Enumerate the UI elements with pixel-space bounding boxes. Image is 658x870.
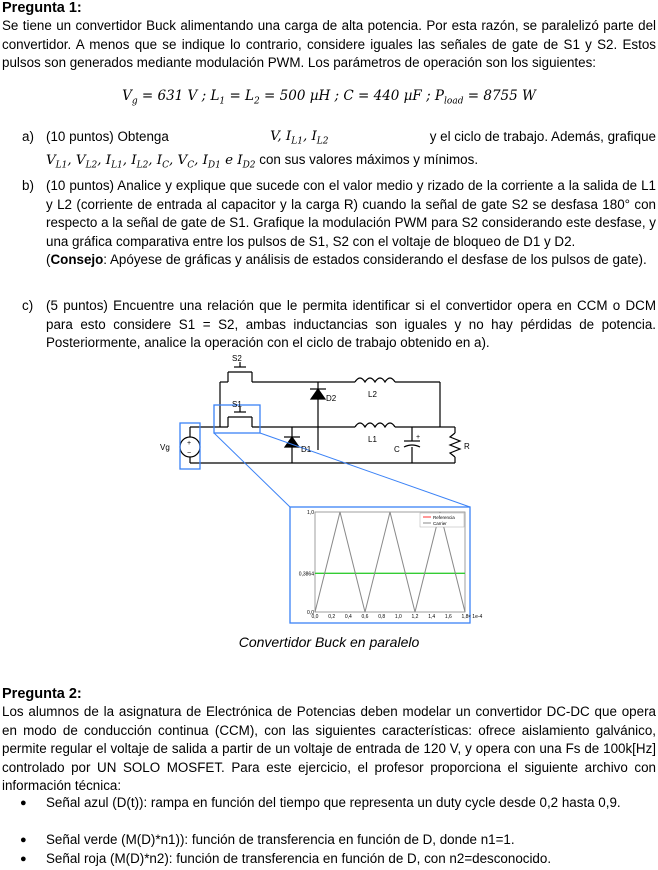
x-tick-label: 0,8 <box>378 614 386 620</box>
x-tick-label: 0,2 <box>328 614 336 620</box>
document-page: Pregunta 1: Se tiene un convertidor Buck alimentando una carga de alta potencia. Por esta razón, se paralelizó parte del convertidor. A menos que se indique lo contrario, considere iguales las señales de gate de S1 y S2. Estos pulsos son generados mediante modulación PWM. Los parámetros de operación son los siguientes: $V_g = 631$ V ; $L_1 = L_2 = 500$ µH ; C = 440 µF ; $P_{load} = 8755$ W a) (10 puntos) Obtenga V, $I_{L1}$, $I_{L2}$ y el ciclo de trabajo. Además, grafique $V_{L1}$, $V_{L2}$, $I_{L1}$, $I_{L2}$, $I_C$, $V_C$, $I_{D1}$ e $I_{D2}$ con sus valores máximos y mínimos. b) (10 puntos) Analice y explique que sucede con el valor medio y rizado de la corriente a la salida de L1 y L2 (corriente de entrada al capacitor y la carga R) cuando la señal de gate S2 se desfasa 180° con respecto a la señal de gate de S1. Grafique la modulación PWM para S2 considerando este desfase, y una gráfica comparativa entre los pulsos de S1, S2 con el voltaje de bloqueo de D1 y D2. (Consejo: Apóyese de gráficas y análisis de estados considerando el desfase de los pulsos de gate). c) (5 puntos) Encuentre una relación que le permita identificar si el convertidor opera en CCM o DCM para esto considere S1 = S2, ambas inductancias son iguales y no hay pérdidas de potencia. Posteriormente, analice la operación con el ciclo de trabajo obtenido en a). S2 S1 L2 L1 D2 D1 Vg C R + − + 1,0 0,3864 0,0 0,0 0,2 0,4 0,6 0,8 1,0 1,2 1,4 1,6 1,8 × 1e-4 Referencia Carrier Convertidor Buck en paralelo Pregunta 2: Los alumnos de la asignatura de Electrónica de Potencias deben modelar un convertidor DC-DC que opera en modo de conducción continua (CCM), con las siguientes características: ofrece aislamiento galvánico, permite regular el voltaje de salida a partir de un voltaje de entrada de 120 V, y opera con una Fs de 100k[Hz] controlado por UN SOLO MOSFET. Para este ejercicio, el profesor proporciona el siguiente archivo con información técnica: ● Señal azul (D(t)): rampa en función del tiempo que representa un duty cycle desde 0,2 hasta 0,9. ● Señal verde (M(D)*n1)): función de transferencia en función de D, donde n1=1. ● Señal roja (M(D)*n2): función de transferencia en función de D, con n2=desconocido. <box>0 0 658 870</box>
item-a-text-2: y el ciclo de trabajo. Además, grafique <box>429 129 656 144</box>
item-c-label: c) <box>22 298 34 313</box>
x-tick-label: 1,0 <box>394 614 402 620</box>
label-d1: D1 <box>301 445 312 454</box>
c-plus-sign: + <box>416 434 421 441</box>
item-a-text-3: con sus valores máximos y mínimos. <box>259 152 479 168</box>
item-c-text: (5 puntos) Encuentre una relación que le permita identificar si el convertidor opera en CCM o DCM para esto considere S1 = S2, ambas inductancias son iguales y no hay pérdidas de potencia. Posteriormente, analice la operación con el ciclo de trabajo obtenido en a). <box>46 298 656 350</box>
y-tick-label: 0,3864 <box>298 571 314 578</box>
question-2-title: Pregunta 2: <box>2 686 82 702</box>
label-vg: Vg <box>160 443 170 452</box>
item-b <box>2 177 656 297</box>
bullet-blue-signal: ● Señal azul (D(t)): rampa en función del tiempo que representa un duty cycle desde 0,2 hasta 0,9. <box>20 794 656 832</box>
item-c <box>2 297 656 357</box>
item-a-math-1: V, $I_{L1}$, $I_{L2}$ <box>270 129 329 147</box>
item-a-text-1: (10 puntos) Obtenga <box>46 129 169 144</box>
label-s2: S2 <box>232 355 242 363</box>
x-axis-exponent: × 1e-4 <box>468 614 483 620</box>
question-2-intro: Los alumnos de la asignatura de Electrónica de Potencias deben modelar un convertidor DC-DC que opera en modo de conducción continua (CCM), con las siguientes características: ofrece aislamiento galvánico, permite regular el voltaje de salida a partir de un voltaje de entrada de 120 V, y opera con una Fs de 100k[Hz] controlado por UN SOLO MOSFET. Para este ejercicio, el profesor proporciona el siguiente archivo con información técnica: <box>2 704 656 793</box>
bullet-dot: ● <box>20 853 27 865</box>
x-tick-label: 0,4 <box>344 614 352 620</box>
label-r: R <box>464 442 470 451</box>
question-1-title: Pregunta 1: <box>2 0 82 16</box>
buck-parallel-figure <box>150 355 510 627</box>
item-b-label: b) <box>22 178 34 193</box>
legend-carrier: Carrier <box>433 521 447 526</box>
bullet-dot: ● <box>20 834 27 846</box>
item-b-tip: (Consejo: Apóyese de gráficas y análisis de estados considerando el desfase de los pulsos de gate). <box>46 252 647 267</box>
x-tick-label: 0,6 <box>361 614 369 620</box>
item-a-math-2: $V_{L1}$, $V_{L2}$, $I_{L1}$, $I_{L2}$, $I_C$, $V_C$, $I_{D1}$ e $I_{D2}$ <box>46 153 256 171</box>
item-b-text: (10 puntos) Analice y explique que sucede con el valor medio y rizado de la corriente a la salida de L1 y L2 (corriente de entrada al capacitor y la carga R) cuando la señal de gate S2 se desfasa 180° con respecto a la señal de gate de S1. Grafique la modulación PWM para S2 considerando este desfase, y una gráfica comparativa entre los pulsos de S1, S2 con el voltaje de bloqueo de D1 y D2. <box>46 178 656 249</box>
legend-referencia: Referencia <box>433 515 455 520</box>
vg-minus-sign: − <box>187 450 192 457</box>
label-c: C <box>394 445 400 454</box>
y-tick-label: 1,0 <box>307 510 314 516</box>
x-tick-label: 0,0 <box>311 614 319 620</box>
label-s1: S1 <box>232 400 242 409</box>
x-tick-label: 1,8 <box>461 614 469 620</box>
y-tick-label: 0,0 <box>307 610 314 616</box>
x-tick-label: 1,6 <box>444 614 452 620</box>
pwm-chart <box>299 510 483 620</box>
question-1-intro: Se tiene un convertidor Buck alimentando una carga de alta potencia. Por esta razón, se paralelizó parte del convertidor. A menos que se indique lo contrario, considere iguales las señales de gate de S1 y S2. Estos pulsos son generados mediante modulación PWM. Los parámetros de operación son los siguientes: <box>2 18 656 70</box>
vg-plus-sign: + <box>187 440 192 447</box>
label-l1: L1 <box>368 435 377 444</box>
item-a-label: a) <box>22 129 34 144</box>
label-l2: L2 <box>368 390 377 399</box>
item-a <box>2 128 656 171</box>
parameters-equation: $V_g = 631$ V ; $L_1 = L_2 = 500$ µH ; C = 440 µF ; $P_{load} = 8755$ W <box>122 88 536 107</box>
label-d2: D2 <box>326 394 337 403</box>
bullet-dot: ● <box>20 797 27 809</box>
figure-caption: Convertidor Buck en paralelo <box>238 634 420 650</box>
x-tick-label: 1,4 <box>428 614 436 620</box>
x-tick-label: 1,2 <box>411 614 419 620</box>
